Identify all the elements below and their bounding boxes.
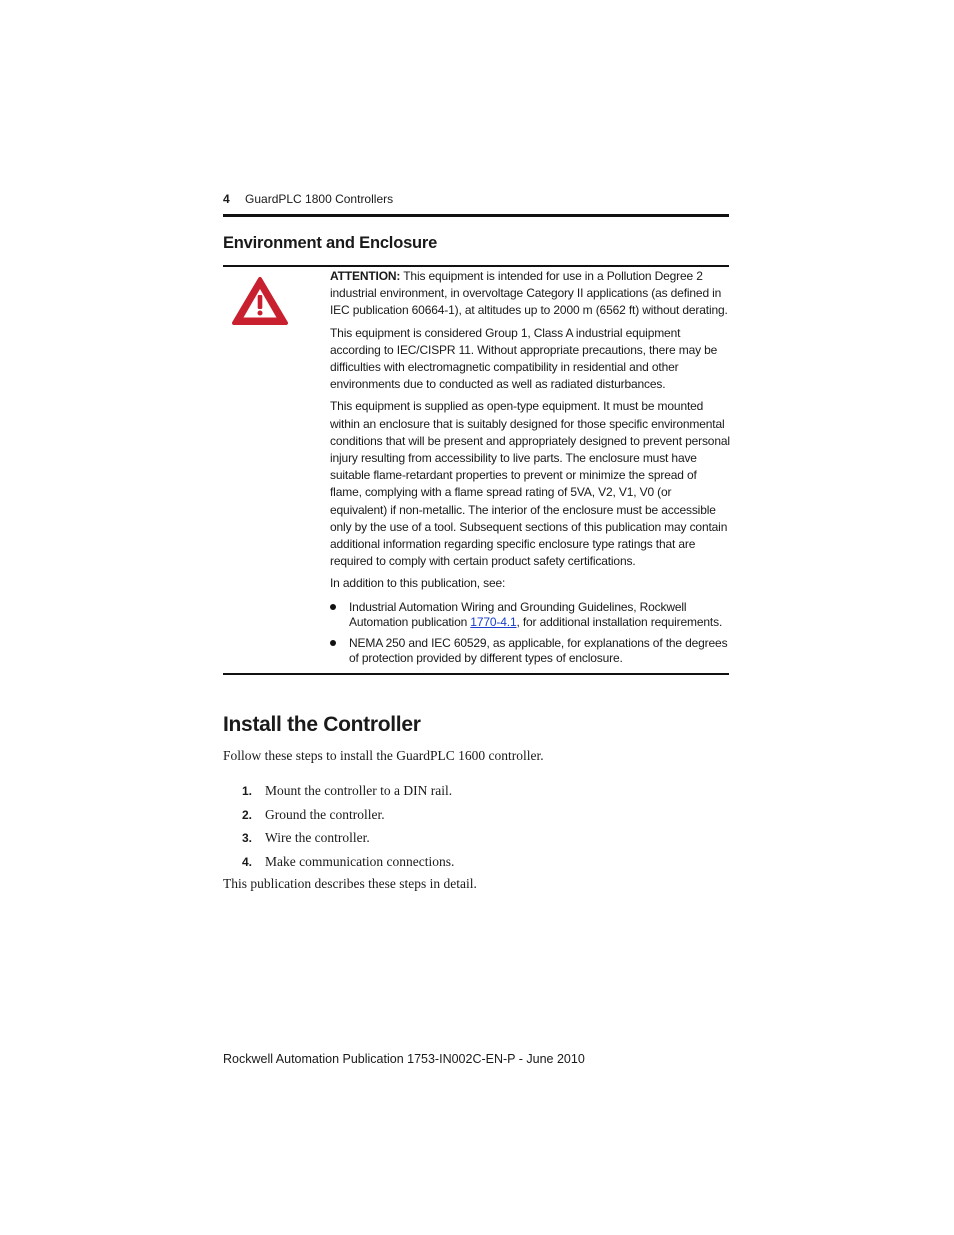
section-heading-install: Install the Controller [223, 713, 421, 736]
bullet-icon [330, 604, 336, 610]
step-number: 3. [242, 831, 253, 845]
list-item [330, 636, 730, 667]
bullet-icon [330, 640, 336, 646]
bullet-1-text-before: Industrial Automation Wiring and Grounding Guidelines, Rockwell Automation publication [349, 599, 687, 630]
attention-paragraph-1 [330, 268, 730, 320]
list-item [330, 600, 730, 631]
bullet-2-text: NEMA 250 and IEC 60529, as applicable, for explanations of the degrees of protection provided by different types of enclosure. [349, 635, 728, 666]
step-text: Mount the controller to a DIN rail. [265, 783, 453, 798]
step-number: 4. [242, 854, 253, 869]
attention-top-rule [223, 265, 729, 267]
running-title: GuardPLC 1800 Controllers [245, 192, 394, 206]
see-also-list [330, 600, 730, 667]
publication-link-1770-4-1[interactable]: 1770-4.1 [470, 615, 517, 630]
attention-bottom-rule [223, 673, 729, 675]
attention-paragraph-3: This equipment is supplied as open-type equipment. It must be mounted within an enclosure that is suitably designed for those specific environmental conditions that will be present and appropriately designed to prevent personal injury resulting from accessibility to live parts. The enclosure must have suitable flame-retardant properties to prevent or minimize the spread of flame, complying with a flame spread rating of 5VA, V2, V1, V0 (or equivalent) if non-metallic. The interior of the enclosure must be accessible only by the use of a tool. Subsequent sections of this publication may contain additional information regarding specific enclosure type ratings that are required to comply with certain product safety certifications. [330, 399, 730, 569]
page-number: 4 [223, 192, 230, 206]
see-also-intro: In addition to this publication, see: [330, 576, 506, 591]
attention-text: This equipment is intended for use in a Pollution Degree 2 industrial environment, in overvoltage Category II applications (as defined in IEC publication 60664-1), at altitudes up to 2000 m (6562 ft) without derating. [330, 269, 728, 318]
step-number: 2. [242, 807, 253, 822]
attention-label: ATTENTION: [330, 269, 401, 283]
running-header [223, 192, 393, 206]
attention-notice [330, 268, 730, 672]
step-text: Wire the controller. [265, 830, 370, 845]
attention-paragraph-2: This equipment is considered Group 1, Class A industrial equipment according to IEC/CISPR 11. Without appropriate precautions, there may be difficulties with electromagnetic compatibility in residential and other environments due to conducted as well as radiated disturbances. [330, 325, 718, 392]
section-heading-environment: Environment and Enclosure [223, 234, 438, 252]
install-intro: Follow these steps to install the GuardPLC 1600 controller. [223, 748, 544, 763]
bullet-1-text-after: , for additional installation requirements. [516, 615, 723, 630]
step-number: 1. [242, 784, 253, 798]
warning-triangle-icon [231, 276, 289, 326]
page-footer: Rockwell Automation Publication 1753-IN002C-EN-P - June 2010 [223, 1052, 585, 1066]
header-rule [223, 214, 729, 217]
install-closing: This publication describes these steps in detail. [223, 876, 477, 891]
step-text: Make communication connections. [265, 853, 455, 869]
step-text: Ground the controller. [265, 806, 385, 822]
